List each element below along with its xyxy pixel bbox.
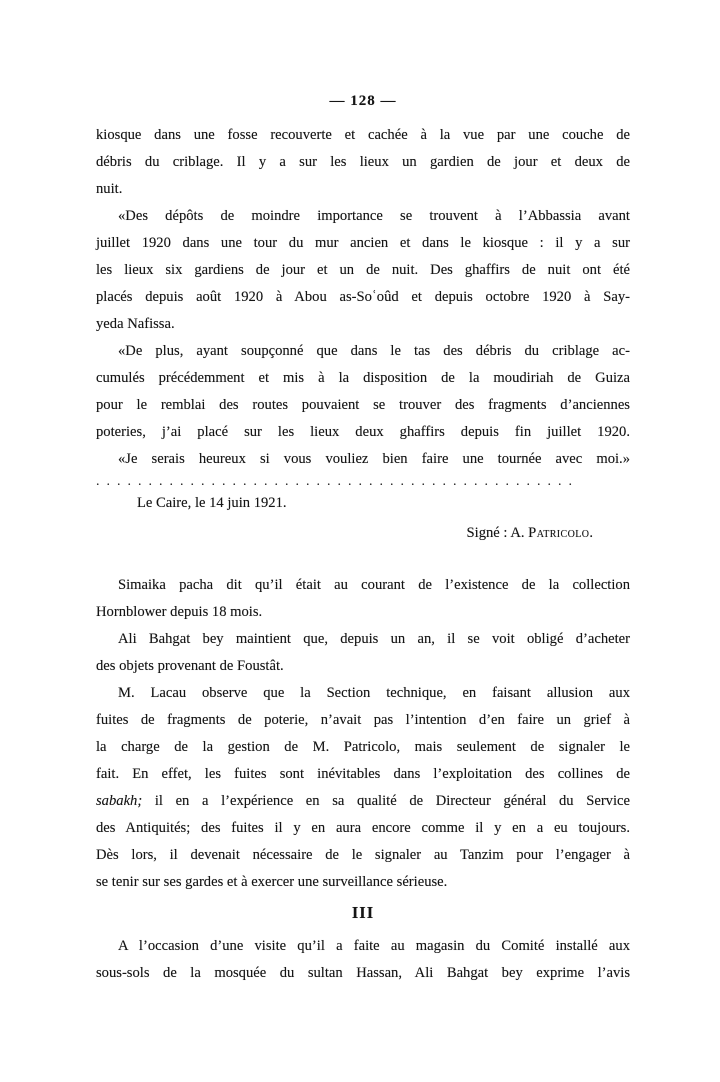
text-line: sous-sols de la mosquée du sultan Hassan, Ali Bahgat bey exprime l’avis	[96, 965, 630, 981]
signature-suffix: .	[589, 525, 593, 541]
text-line: nuit.	[96, 181, 123, 197]
ellipsis-divider: ..............................................	[96, 474, 579, 489]
text-line: Hornblower depuis 18 mois.	[96, 604, 263, 620]
text-line: Dès lors, il devenait nécessaire de le signaler au Tanzim pour l’engager à	[96, 847, 630, 863]
text-line: fait. En effet, les fuites sont inévitables dans l’exploitation des collines de	[96, 766, 630, 782]
paragraph-kiosque	[96, 122, 630, 203]
text-line: se tenir sur ses gardes et à exercer une surveillance sérieuse.	[96, 874, 448, 890]
signature-name: Patricolo	[528, 525, 590, 541]
text-line: les lieux six gardiens de jour et un de nuit. Des ghaffirs de nuit ont été	[96, 262, 630, 278]
text-line: yeda Nafissa.	[96, 316, 175, 332]
text-line: cumulés précédemment et mis à la disposition de la moudiriah de Guiza	[96, 370, 630, 386]
text-line: fuites de fragments de poterie, n’avait pas l’intention d’en faire un grief à	[96, 712, 630, 728]
dateline: Le Caire, le 14 juin 1921.	[137, 495, 287, 511]
italic-term-sabakh: sabakh;	[96, 793, 143, 809]
text-line: M. Lacau observe que la Section technique, en faisant allusion aux	[118, 685, 630, 701]
text-line: poteries, j’ai placé sur les lieux deux ghaffirs depuis fin juillet 1920.	[96, 424, 630, 440]
text-line: «De plus, ayant soupçonné que dans le tas des débris du criblage ac-	[118, 343, 630, 359]
text-line: pour le remblai des routes pouvaient se trouver des fragments d’anciennes	[96, 397, 630, 413]
paragraph-ali-bahgat	[96, 626, 630, 680]
paragraph-simaika	[96, 572, 630, 626]
text-line: des objets provenant de Foustât.	[96, 658, 284, 674]
text-line: juillet 1920 dans une tour du mur ancien et dans le kiosque : il y a sur	[96, 235, 630, 251]
text-line: Ali Bahgat bey maintient que, depuis un an, il se voit obligé d’acheter	[118, 631, 630, 647]
paragraph-je-serais	[96, 446, 630, 473]
page-number: — 128 —	[329, 93, 397, 109]
text-line: Simaika pacha dit qu’il était au courant de l’existence de la collection	[118, 577, 630, 593]
text-line	[96, 788, 630, 815]
text-line: A l’occasion d’une visite qu’il a faite au magasin du Comité installé aux	[118, 938, 630, 954]
text-line: débris du criblage. Il y a sur les lieux un gardien de jour et deux de	[96, 154, 630, 170]
paragraph-depots	[96, 203, 630, 338]
text-line: placés depuis août 1920 à Abou as-Soʿoûd et depuis octobre 1920 à Say-	[96, 289, 630, 305]
text-line: kiosque dans une fosse recouverte et cachée à la vue par une couche de	[96, 127, 630, 143]
signature-prefix: Signé : A.	[466, 525, 529, 541]
text-line: la charge de la gestion de M. Patricolo, mais seulement de signaler le	[96, 739, 630, 755]
signature-line	[96, 520, 630, 547]
text-line: «Des dépôts de moindre importance se trouvent à l’Abbassia avant	[118, 208, 630, 224]
paragraph-occasion	[96, 933, 630, 987]
text-line: des Antiquités; des fuites il y en aura encore comme il y en a eu toujours.	[96, 820, 630, 836]
paragraph-lacau	[96, 680, 630, 896]
paragraph-de-plus	[96, 338, 630, 446]
text-line-rest: il en a l’expérience en sa qualité de Directeur général du Service	[154, 793, 630, 809]
text-block	[96, 88, 630, 987]
text-line: «Je serais heureux si vous vouliez bien faire une tournée avec moi.»	[118, 451, 630, 467]
section-heading: III	[351, 903, 375, 922]
